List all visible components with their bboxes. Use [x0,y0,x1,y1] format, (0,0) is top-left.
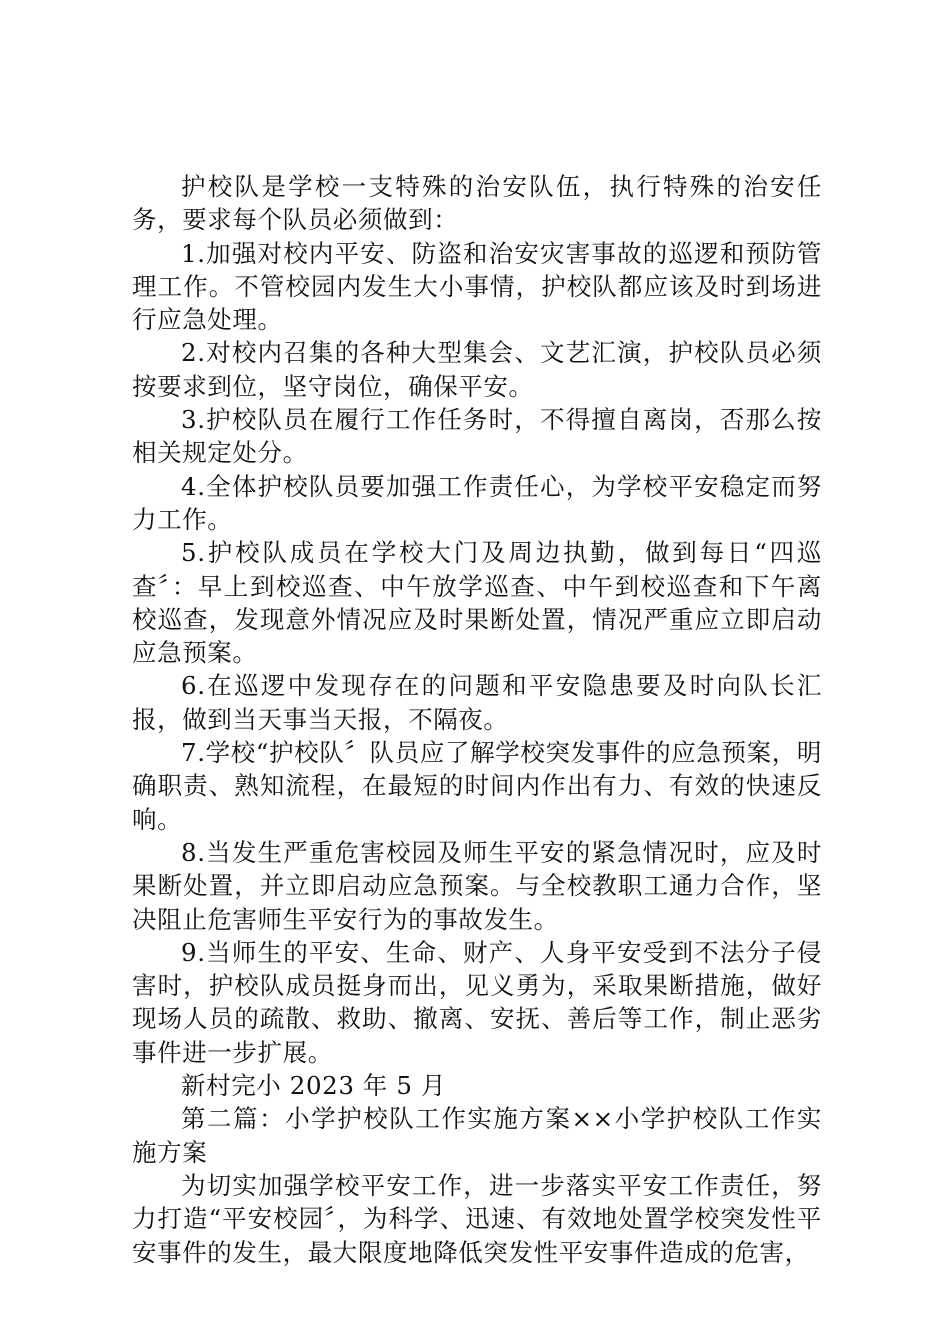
signature-date: 新村完小 2023 年 5 月 [181,1071,447,1101]
rule-item-3: 3.护校队员在履行工作任务时，不得擅自离岗，否那么按相关规定处分。 [132,405,822,468]
rule-item-5: 5.护校队成员在学校大门及周边执勤，做到每日“四巡查〞：早上到校巡查、中午放学巡查、中午到校巡查和下午离校巡查，发现意外情况应及时果断处置，情况严重应立即启动应急预案。 [132,538,822,668]
rule-item-4: 4.全体护校队员要加强工作责任心，为学校平安稳定而努力工作。 [132,471,822,534]
rule-item-6: 6.在巡逻中发现存在的问题和平安隐患要及时向队长汇报，做到当天事当天报，不隔夜。 [132,671,822,734]
section-intro-paragraph: 为切实加强学校平安工作，进一步落实平安工作责任，努力打造“平安校园〞，为科学、迅速、有效地处置学校突发性平安事件的发生，最大限度地降低突发性平安事件造成的危害， [132,1170,822,1267]
rule-item-1: 1.加强对校内平安、防盗和治安灾害事故的巡逻和预防管理工作。不管校园内发生大小事情，护校队都应该及时到场进行应急处理。 [132,238,822,335]
rule-item-8: 8.当发生严重危害校园及师生平安的紧急情况时，应及时果断处置，并立即启动应急预案。与全校教职工通力合作，坚决阻止危害师生平安行为的事故发生。 [132,837,822,934]
document-body [132,170,822,1269]
rule-item-7: 7.学校“护校队〞队员应了解学校突发事件的应急预案，明确职责、熟知流程，在最短的时间内作出有力、有效的快速反响。 [132,738,822,834]
intro-paragraph: 护校队是学校一支特殊的治安队伍，执行特殊的治安任务，要求每个队员必须做到： [132,172,822,235]
rule-item-9: 9.当师生的平安、生命、财产、人身平安受到不法分子侵害时，护校队成员挺身而出，见义勇为，采取果断措施，做好现场人员的疏散、救助、撤离、安抚、善后等工作，制止恶劣事件进一步扩展。 [132,937,822,1067]
section-heading: 第二篇：小学护校队工作实施方案××小学护校队工作实施方案 [132,1104,822,1167]
rule-item-2: 2.对校内召集的各种大型集会、文艺汇演，护校队员必须按要求到位，坚守岗位，确保平安。 [132,338,822,401]
